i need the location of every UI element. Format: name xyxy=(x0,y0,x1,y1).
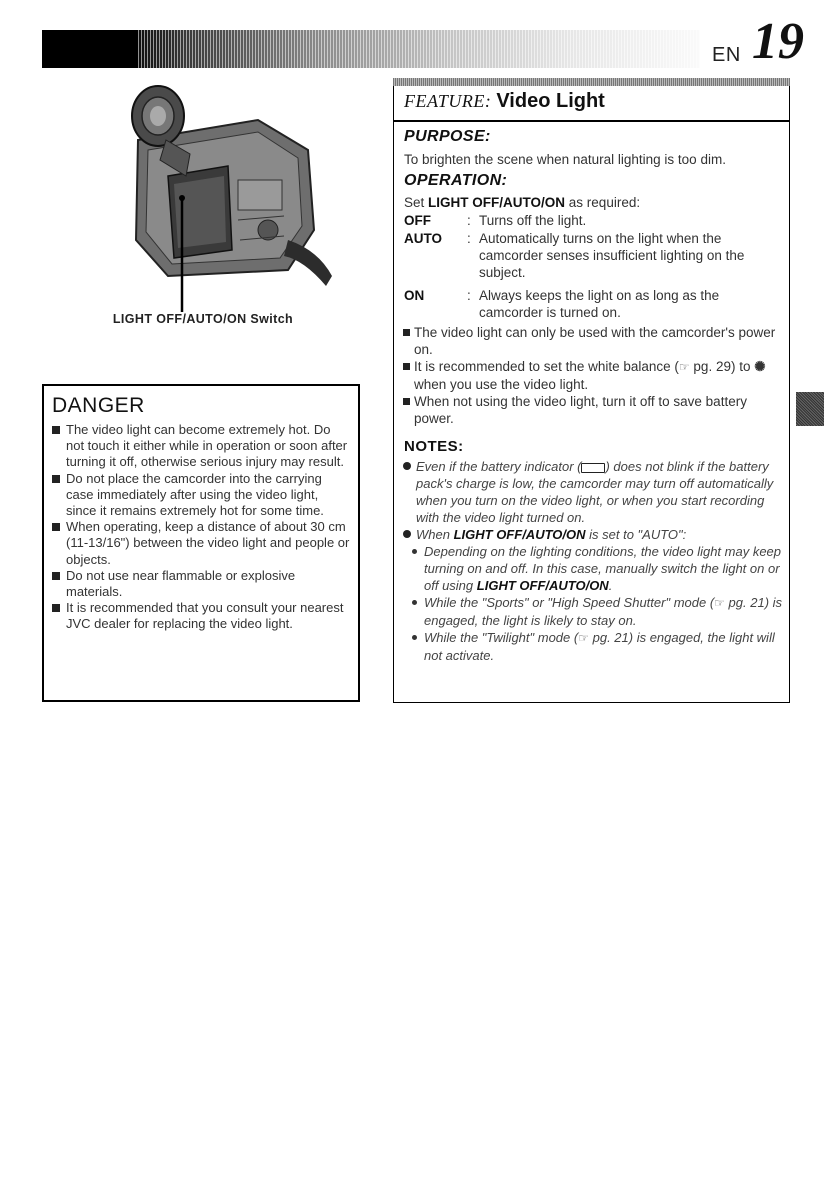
page-language-prefix: EN xyxy=(712,44,741,66)
purpose-heading: PURPOSE: xyxy=(404,128,491,145)
danger-title: DANGER xyxy=(52,394,145,417)
note-item: Even if the battery indicator ( ) does not blink if the battery pack's charge is low, the camcorder may turn off automatically when you turn on the video light, or when you start recording with the video light turned on. xyxy=(402,458,788,526)
danger-item: The video light can become extremely hot. Do not touch it either while in operation or soon after turning it off, otherwise serious injury may result. xyxy=(50,422,350,471)
sun-mode-icon: ✺ xyxy=(754,359,766,374)
danger-item: It is recommended that you consult your nearest JVC dealer for replacing the video light. xyxy=(50,600,350,632)
sub-note-item: While the "Twilight" mode (☞ pg. 21) is engaged, the light will not activate. xyxy=(402,629,788,664)
list-item: The video light can only be used with the camcorder's power on. xyxy=(402,324,786,358)
header-gradient-bar xyxy=(42,30,700,68)
notes-list xyxy=(402,458,788,664)
feature-title-rule xyxy=(393,120,790,122)
danger-item: Do not place the camcorder into the carrying case immediately after using the video light, since it remains extremely hot for some time. xyxy=(50,471,350,520)
list-item: It is recommended to set the white balance (☞ pg. 29) to ✺ when you use the video light. xyxy=(402,358,786,393)
square-bullet-icon xyxy=(403,329,410,336)
page-number: 19 xyxy=(752,13,804,70)
sub-note-item: While the "Sports" or "High Speed Shutter" mode (☞ pg. 21) is engaged, the light is likely to stay on. xyxy=(402,594,788,629)
small-dot-bullet-icon xyxy=(412,635,417,640)
small-dot-bullet-icon xyxy=(412,600,417,605)
danger-list xyxy=(50,422,350,633)
notes-heading: NOTES: xyxy=(404,438,464,455)
switch-caption: LIGHT OFF/AUTO/ON Switch xyxy=(112,312,294,326)
operation-heading: OPERATION: xyxy=(404,172,508,189)
purpose-text: To brighten the scene when natural lighting is too dim. xyxy=(404,152,726,167)
square-bullet-icon xyxy=(52,572,60,580)
mode-row-off: OFF : Turns off the light. xyxy=(404,213,587,228)
feature-name: Video Light xyxy=(496,90,605,112)
danger-item: Do not use near flammable or explosive materials. xyxy=(50,568,350,600)
mode-row-auto: AUTO : Automatically turns on the light when the camcorder senses insufficient lighting on the subject. xyxy=(404,231,745,280)
dot-bullet-icon xyxy=(403,530,411,538)
square-bullet-icon xyxy=(52,475,60,483)
square-bullet-icon xyxy=(403,363,410,370)
square-bullet-icon xyxy=(52,604,60,612)
feature-bullets xyxy=(402,324,786,427)
dot-bullet-icon xyxy=(403,462,411,470)
mode-row-on: ON : Always keeps the light on as long as the camcorder is turned on. xyxy=(404,288,720,320)
operation-intro: Set LIGHT OFF/AUTO/ON as required: xyxy=(404,195,641,210)
page-reference-icon: ☞ xyxy=(578,631,589,645)
switch-name: LIGHT OFF/AUTO/ON xyxy=(428,195,566,210)
note-item: When LIGHT OFF/AUTO/ON is set to "AUTO": xyxy=(402,526,788,543)
square-bullet-icon xyxy=(52,426,60,434)
sub-note-item: Depending on the lighting conditions, the video light may keep turning on and off. In this case, manually switch the light on or off using LIGHT OFF/AUTO/ON. xyxy=(402,543,788,594)
camcorder-illustration xyxy=(108,80,334,318)
page-reference-icon: ☞ xyxy=(714,596,725,610)
feature-header-strip xyxy=(393,78,790,86)
feature-label: FEATURE: xyxy=(404,91,492,111)
square-bullet-icon xyxy=(52,523,60,531)
square-bullet-icon xyxy=(403,398,410,405)
list-item: When not using the video light, turn it off to save battery power. xyxy=(402,393,786,427)
battery-icon xyxy=(581,463,605,473)
small-dot-bullet-icon xyxy=(412,549,417,554)
section-thumb-tab xyxy=(796,392,824,426)
feature-title xyxy=(404,90,605,113)
danger-item: When operating, keep a distance of about 30 cm (11-13/16") between the video light and people or objects. xyxy=(50,519,350,568)
page-reference-icon: ☞ xyxy=(678,360,690,374)
